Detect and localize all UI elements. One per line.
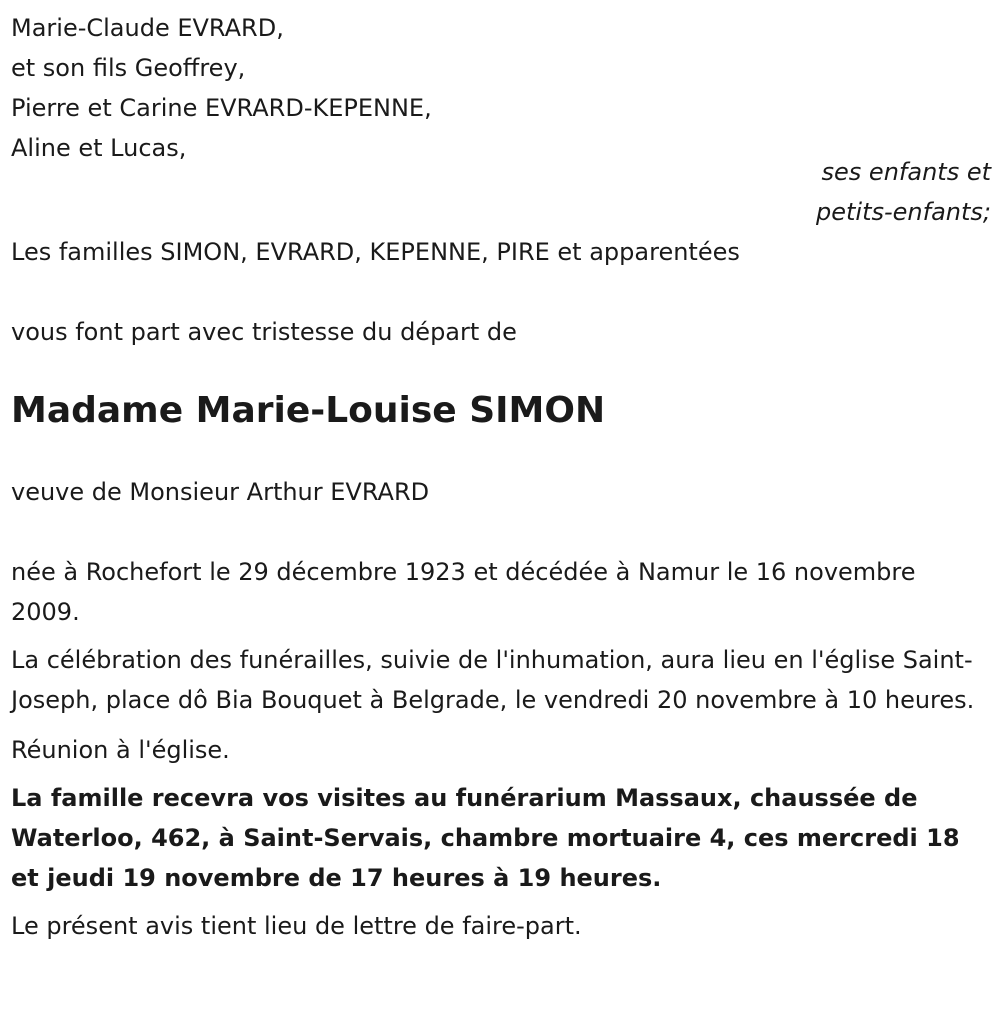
deceased-name: Madame Marie-Louise SIMON [11,390,606,431]
family-line-4: Aline et Lucas, [11,134,187,162]
visits-info: La famille recevra vos visites au funérarium Massaux, chaussée de Waterloo, 462, à Saint-Servais, chambre mortuaire 4, ces mercredi 18 et jeudi 19 novembre de 17 heures à 19 heures. [11,784,960,892]
family-line-2: et son fils Geoffrey, [11,54,246,82]
meeting-info: Réunion à l'église. [11,736,230,764]
funeral-details: La célébration des funérailles, suivie de l'inhumation, aura lieu en l'église Saint-Joseph, place dô Bia Bouquet à Belgrade, le vendredi 20 novembre à 10 heures. [11,646,975,714]
obituary-notice [11,8,991,946]
family-line-3: Pierre et Carine EVRARD-KEPENNE, [11,94,432,122]
widow-of: veuve de Monsieur Arthur EVRARD [11,478,430,506]
birth-death-dates: née à Rochefort le 29 décembre 1923 et décédée à Namur le 16 novembre 2009. [11,558,916,626]
relation-line-1: ses enfants et [821,158,991,186]
family-line-1: Marie-Claude EVRARD, [11,14,284,42]
closing-note: Le présent avis tient lieu de lettre de faire-part. [11,912,582,940]
other-families: Les familles SIMON, EVRARD, KEPENNE, PIRE et apparentées [11,238,740,266]
announcement: vous font part avec tristesse du départ de [11,318,517,346]
relation-line-2: petits-enfants; [816,198,991,226]
